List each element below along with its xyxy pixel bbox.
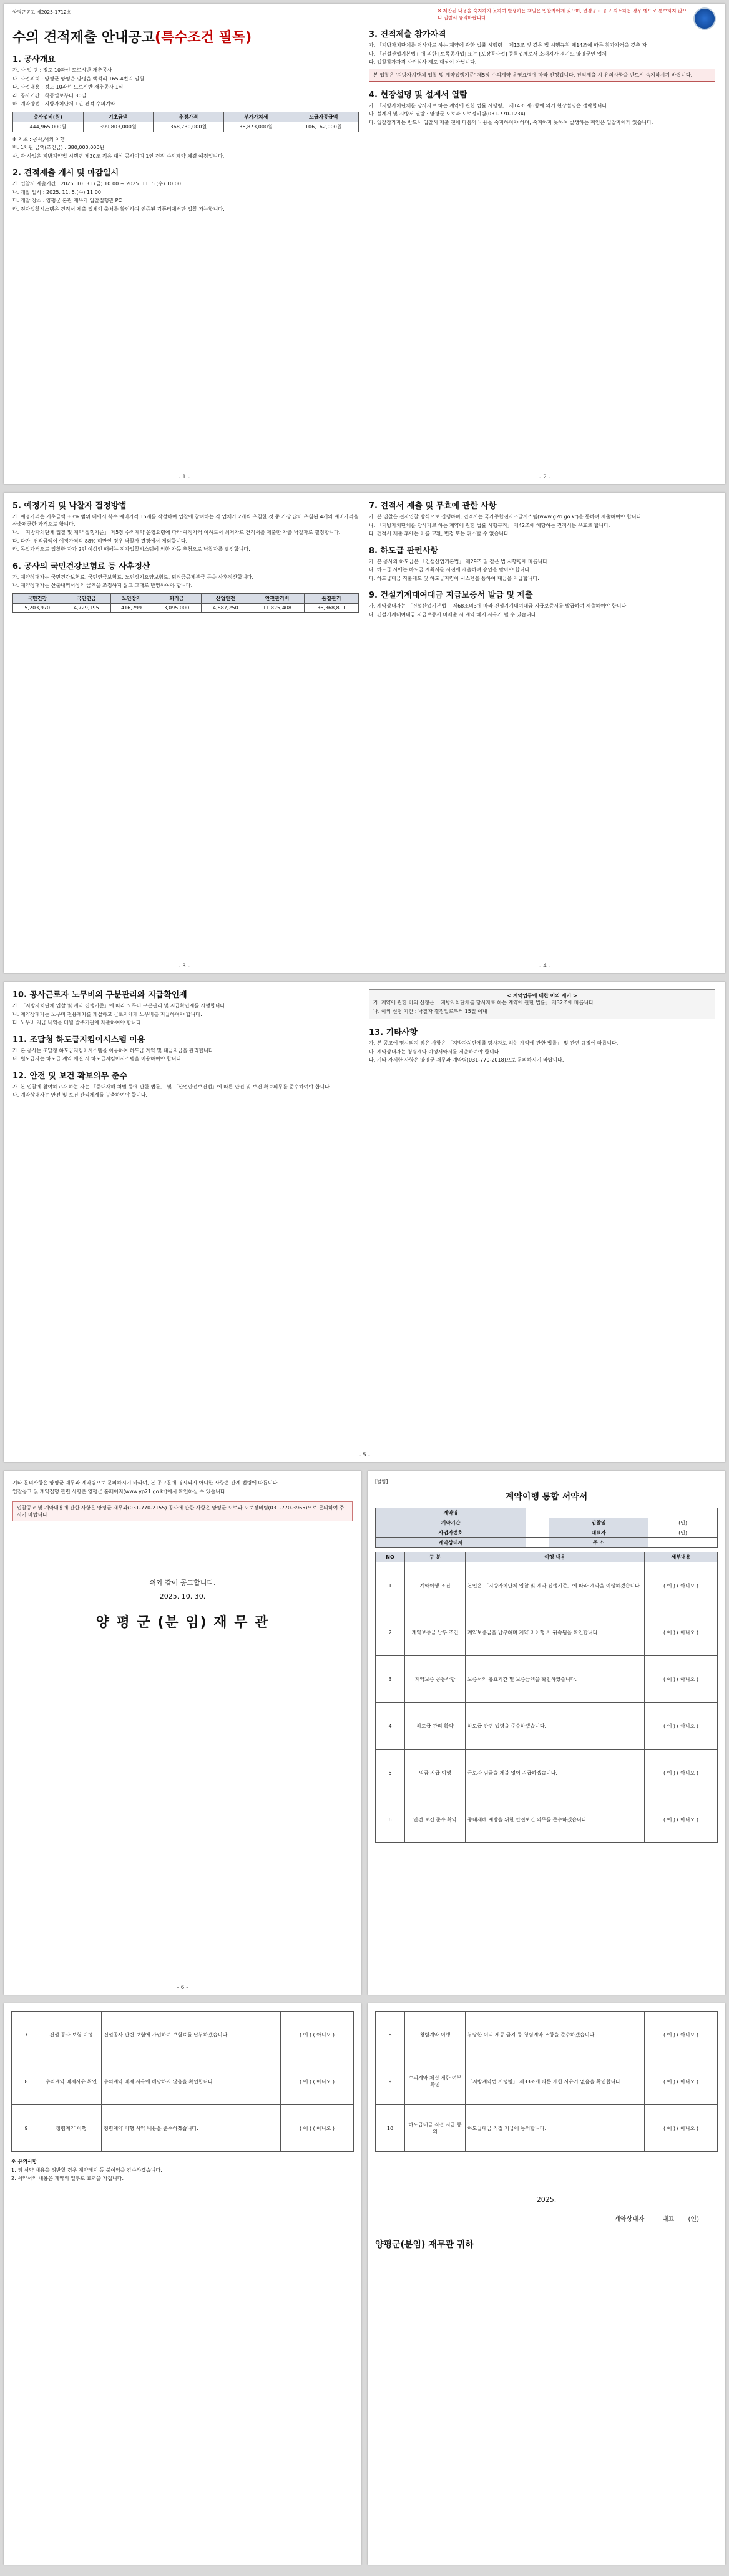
paragraph-line: 나. 「지방자치단체 입찰 및 계약 집행기준」 제5장 수의계약 운영요령에 따라 예정가격 이하로서 최저가로 견적서를 제출한 자를 낙찰자로 결정합니다. (12, 530, 341, 535)
signer-line: 계약상대자 대표 (인) (614, 2216, 699, 2223)
section-heading: 13. 기타사항 (369, 1028, 418, 1037)
document-page-3 (4, 982, 725, 1462)
table-cell: 5 (376, 1750, 405, 1796)
paragraph-line: 입찰공고 및 계약집행 관련 사항은 양평군 홈페이지(www.yp21.go.kr)에서 확인하실 수 있습니다. (12, 1488, 227, 1494)
table-cell: 계약보증 공통사항 (405, 1656, 466, 1703)
table-cell: 5,203,970 (13, 603, 62, 612)
table-cell: 11,825,408 (250, 603, 305, 612)
table-header-cell: 추정가격 (154, 112, 224, 122)
paragraph-line: 나. 계약상대자는 청렴계약 이행서약서를 제출하여야 합니다. (369, 1048, 501, 1055)
yes-no-checkbox[interactable]: ( 예 ) ( 아니오 ) (645, 2012, 718, 2058)
table-cell: 하도급 관련 법령을 준수하겠습니다. (466, 1703, 645, 1750)
table-cell: 청렴계약 이행 (405, 2012, 466, 2058)
field-value[interactable] (526, 1508, 717, 1518)
field-label: 계약상대자 (376, 1538, 526, 1548)
document-page-4 (4, 1471, 361, 1995)
table-cell: 「지방계약법 시행령」 제33조에 따른 제한 사유가 없음을 확인합니다. (466, 2058, 645, 2105)
table-cell: 중대재해 예방을 위한 안전보건 의무를 준수하겠습니다. (466, 1796, 645, 1843)
table-header-cell: 이행 내용 (466, 1552, 645, 1562)
table-cell: 8 (12, 2058, 41, 2105)
paragraph-line: 가. 본 공사의 하도급은 「건설산업기본법」 제29조 및 같은 법 시행령에 따릅니다. (369, 558, 549, 564)
yes-no-checkbox[interactable]: ( 예 ) ( 아니오 ) (645, 1750, 718, 1796)
paragraph-line: 사. 관 사업은 지방계약법 시행령 제30조 적용 대상 공사이며 1인 견적 수의계약 체결 예정입니다. (12, 153, 225, 159)
table-header-cell: 노인장기 (111, 593, 152, 603)
paragraph-line: 가. 본 입찰에 참여하고자 하는 자는 「중대재해 처벌 등에 관한 법률」 및 「산업안전보건법」에 따른 안전 및 보건 확보의무를 준수하여야 합니다. (12, 1083, 331, 1090)
table-header-cell: 부가가치세 (223, 112, 288, 122)
paragraph-line: 다. 견적서 제출 후에는 이를 교환, 변경 또는 취소할 수 없습니다. (369, 531, 511, 536)
document-page-5 (368, 1471, 725, 1995)
attachment-label: [별임] (375, 1479, 388, 1484)
section-heading: 3. 견적제출 참가자격 (369, 30, 446, 39)
table-cell: 근로자 임금을 체불 없이 지급하겠습니다. (466, 1750, 645, 1796)
table-header-cell: 국민연금 (62, 593, 111, 603)
paragraph-line: 가. 계약상대자는 「건설산업기본법」 제68조의3에 따라 건설기계대여대금 지급보증서를 발급하여 제출하여야 합니다. (369, 603, 628, 609)
paragraph-line: 나. 건설기계대여대금 지급보증서 미제출 시 계약 해지 사유가 될 수 있습니다. (369, 611, 538, 617)
table-row (12, 2058, 354, 2105)
page-number: - 2 - (539, 474, 550, 480)
table-header-cell: 산업안전 (201, 593, 250, 603)
paragraph-line: 가. 「지방자치단체 입찰 및 계약 집행기준」에 따라 노무비 구분관리 및 지급확인제를 시행합니다. (12, 1003, 227, 1009)
paragraph-line: 다. 사업내용 : 정도 10과선 도로시반 재추공사 1식 (12, 84, 124, 90)
paragraph-line: 가. 「지방자치단체를 당사자로 하는 계약에 관한 법률 시행령」 제13조 및 같은 법 시행규칙 제14조에 따른 참가자격을 갖춘 자 (369, 42, 647, 48)
table-cell: 9 (376, 2058, 405, 2105)
paragraph-line: 가. 본 입찰은 전자입찰 방식으로 집행하며, 견적서는 국가종합전자조달시스템(www.g2b.go.kr)을 통하여 제출하여야 합니다. (369, 514, 643, 520)
table-row (376, 1656, 718, 1703)
yes-no-checkbox[interactable]: ( 예 ) ( 아니오 ) (281, 2012, 354, 2058)
paragraph-line: 다. 입찰참가자는 반드시 입찰서 제출 전에 다음의 내용을 숙지하여야 하며, 숙지하지 못하여 발생하는 책임은 입찰자에게 있습니다. (369, 119, 653, 125)
table-row (376, 1796, 718, 1843)
table-cell: 368,730,000원 (154, 122, 224, 132)
table-cell: 부당한 이익 제공 금지 등 청렴계약 조항을 준수하겠습니다. (466, 2012, 645, 2058)
table-row (12, 2105, 354, 2152)
table-cell: 수의계약 배제사유 확인 (41, 2058, 102, 2105)
yes-no-checkbox[interactable]: ( 예 ) ( 아니오 ) (645, 1656, 718, 1703)
field-value[interactable] (526, 1528, 549, 1538)
header-note: ※ 제안된 내용을 숙지하지 못하여 발생하는 책임은 입찰자에게 있으며, 변경공고 공고 최소하는 경우 별도로 통보하지 않으니 입찰서 유의바랍니다. (438, 8, 687, 21)
table-cell: 임금 지급 이행 (405, 1750, 466, 1796)
contact-box: 입찰공고 및 계약내용에 관한 사항은 양평군 재무과(031-770-2155) 공사에 관한 사항은 양평군 도로과 도로정비팀(031-770-3965)으로 문의하여 주시기 바랍니다. (12, 1501, 353, 1521)
yes-no-checkbox[interactable]: ( 예 ) ( 아니오 ) (281, 2105, 354, 2152)
table-cell: 하도급대금 직접 지급 동의 (405, 2105, 466, 2152)
paragraph-line: 나. 계약상대자는 안전 및 보건 관리체계를 구축하여야 합니다. (12, 1092, 148, 1098)
paragraph-line: 가. 예정가격은 기초금액 ±3% 범위 내에서 복수 예비가격 15개를 작성하여 입찰에 참여하는 각 업체가 2개씩 추첨한 것 중 가장 많이 추첨된 4개의 예비가격을 산술평균한 가격으로 합니다. (12, 514, 359, 527)
table-cell: 1 (376, 1562, 405, 1609)
table-cell: 계약이행 조건 (405, 1562, 466, 1609)
page-number: - 5 - (359, 1452, 370, 1458)
paragraph-line: 가. 본 공고에 명시되지 않은 사항은 「지방자치단체를 당사자로 하는 계약에 관한 법률」 및 관련 규정에 따릅니다. (369, 1040, 619, 1046)
field-label: 주 소 (549, 1538, 648, 1548)
paragraph-line: 1. 위 서약 내용을 위반할 경우 계약해지 등 불이익을 감수하겠습니다. (11, 2167, 162, 2173)
field-label: 입찰일 (549, 1518, 648, 1528)
paragraph-line: 나. 계약상대자는 산출내역서상의 금액을 조정하지 않고 그대로 반영하여야 합니다. (12, 583, 193, 588)
notice-box: 본 입찰은 '지방자치단체 입찰 및 계약집행기준' 제5장 수의계약 운영요령에 따라 진행됩니다. 견적제출 시 유의사항을 반드시 숙지하시기 바랍니다. (369, 69, 715, 82)
paragraph-line: 나. 개찰 일시 : 2025. 11. 5.(수) 11:00 (12, 189, 101, 195)
table-cell: 수의계약 체결 제한 여부 확인 (405, 2058, 466, 2105)
page-number: - 6 - (177, 1985, 188, 1991)
doc-number: 양평군공고 제2025-1712호 (12, 9, 71, 15)
table-cell: 6 (376, 1796, 405, 1843)
section-heading: 5. 예정가격 및 낙찰자 결정방법 (12, 501, 127, 511)
table-row (376, 2105, 718, 2152)
field-value[interactable]: (인) (648, 1518, 718, 1528)
paragraph-line: 2. 서약서의 내용은 계약의 일부로 효력을 가집니다. (11, 2176, 124, 2181)
paragraph-line: 나. 원도급자는 하도급 계약 체결 시 하도급지킴이시스템을 이용하여야 합니다. (12, 1056, 183, 1062)
paragraph-line: 다. 하도급대금 직불제도 및 하도급지킴이 시스템을 통하여 대금을 지급합니다. (369, 575, 539, 581)
table-header-cell: 기초금액 (83, 112, 154, 122)
yes-no-checkbox[interactable]: ( 예 ) ( 아니오 ) (645, 2058, 718, 2105)
paragraph-line: 라. 전자입찰시스템은 견적서 제출 업체의 출처를 확인하여 인증된 컴퓨터에서만 입찰 가능합니다. (12, 206, 225, 212)
page-number: - 4 - (539, 963, 550, 969)
table-header-cell: 품질관리 (305, 593, 359, 603)
pledge-table-continued (11, 2011, 354, 2152)
page-title: 수의 견적제출 안내공고(특수조건 필독) (12, 30, 252, 46)
table-cell: 하도급대금 직접 지급에 동의합니다. (466, 2105, 645, 2152)
section-heading: 8. 하도급 관련사항 (369, 546, 438, 556)
paragraph-line: 다. 입찰참가자격 사전심사 제도 대상이 아닙니다. (369, 59, 477, 65)
table-header-cell: 세부내용 (645, 1552, 718, 1562)
yes-no-checkbox[interactable]: ( 예 ) ( 아니오 ) (645, 2105, 718, 2152)
field-value[interactable] (526, 1518, 549, 1528)
table-row (376, 1609, 718, 1656)
paragraph-line: 다. 개찰 장소 : 양평군 본관 재무과 입찰집행관 PC (12, 198, 122, 203)
field-value[interactable] (648, 1538, 718, 1548)
table-cell: 청렴계약 이행 서약 내용을 준수하겠습니다. (102, 2105, 281, 2152)
paragraph-line: 다. 다만, 견적금액이 예정가격의 88% 미만인 경우 낙찰자 결정에서 제외합니다. (12, 538, 188, 544)
budget-note: ※ 기초 : 공사,해외 이행 (12, 136, 65, 142)
field-value[interactable]: (인) (648, 1528, 718, 1538)
paragraph-line: 가. 「지방자치단체를 당사자로 하는 계약에 관한 법률 시행령」 제14조 제6항에 의거 현장설명은 생략합니다. (369, 102, 609, 109)
section-heading: 1. 공사개요 (12, 55, 56, 64)
field-value[interactable] (526, 1538, 549, 1548)
table-header-cell: NO (376, 1552, 405, 1562)
paragraph-line: 마. 계약방법 : 지방자치단체 1인 견적 수의계약 (12, 101, 115, 107)
table-cell: 416,799 (111, 603, 152, 612)
table-row (376, 2012, 718, 2058)
table-cell: 36,368,811 (305, 603, 359, 612)
table-cell: 4 (376, 1703, 405, 1750)
issuer-signature: 양 평 군 (분 임) 재 무 관 (95, 1615, 270, 1630)
field-label: 계약명 (376, 1508, 526, 1518)
contract-info-table (375, 1508, 718, 1548)
page-number: - 1 - (179, 474, 190, 480)
section-heading: 12. 안전 및 보건 확보의무 준수 (12, 1071, 127, 1081)
table-cell: 보증서의 유효기간 및 보증금액을 확인하였습니다. (466, 1656, 645, 1703)
yes-no-checkbox[interactable]: ( 예 ) ( 아니오 ) (645, 1562, 718, 1609)
table-cell: 본인은 「지방자치단체 입찰 및 계약 집행기준」에 따라 계약을 이행하겠습니다. (466, 1562, 645, 1609)
yes-no-checkbox[interactable]: ( 예 ) ( 아니오 ) (645, 1609, 718, 1656)
notes-title: ※ 유의사항 (11, 2159, 37, 2164)
paragraph-line: 기타 문의사항은 양평군 재무과 계약팀으로 문의하시기 바라며, 본 공고문에 명시되지 아니한 사항은 관계 법령에 따릅니다. (12, 1480, 280, 1486)
table-cell: 4,729,195 (62, 603, 111, 612)
table-row (376, 1750, 718, 1796)
table-cell: 3,095,000 (152, 603, 202, 612)
paragraph-line: 가. 계약에 관한 이의 신청은 「지방자치단체를 당사자로 하는 계약에 관한 법률」 제32조에 따릅니다. (373, 1000, 595, 1005)
table-cell: 계약보증금을 납부하며 계약 미이행 시 귀속됨을 확인합니다. (466, 1609, 645, 1656)
yes-no-checkbox[interactable]: ( 예 ) ( 아니오 ) (281, 2058, 354, 2105)
yes-no-checkbox[interactable]: ( 예 ) ( 아니오 ) (645, 1703, 718, 1750)
pledge-table-final (375, 2011, 718, 2152)
paragraph-line: 나. 사업위치 : 양평군 양평읍 양평읍 백석리 165-4번지 일원 (12, 75, 145, 82)
section-heading: 9. 건설기계대여대금 지급보증서 발급 및 제출 (369, 591, 533, 600)
table-cell: 8 (376, 2012, 405, 2058)
paragraph-line: 바. 1차관 금액(조건금) : 380,000,000원 (12, 145, 105, 150)
table-cell: 안전 보건 준수 확약 (405, 1796, 466, 1843)
paragraph-line: 다. 노무비 지급 내역을 매월 발주기관에 제출하여야 합니다. (12, 1020, 143, 1025)
table-row (376, 1538, 718, 1548)
form-date: 2025. (536, 2196, 557, 2204)
section-heading: 2. 견적제출 개시 및 마감일시 (12, 168, 119, 178)
yes-no-checkbox[interactable]: ( 예 ) ( 아니오 ) (645, 1796, 718, 1843)
table-cell: 건설공사 관련 보험에 가입하여 보험료를 납부하겠습니다. (102, 2012, 281, 2058)
notice-date: 2025. 10. 30. (159, 1592, 206, 1600)
section-heading: 7. 견적서 제출 및 무효에 관한 사항 (369, 501, 497, 511)
insurance-table (12, 593, 359, 613)
budget-table (12, 112, 359, 132)
paragraph-line: 라. 동일가격으로 입찰한 자가 2인 이상인 때에는 전자입찰시스템에 의한 자동 추첨으로 낙찰자를 결정합니다. (12, 546, 250, 552)
table-header-cell: 구 분 (405, 1552, 466, 1562)
field-label: 대표자 (549, 1528, 648, 1538)
table-row (376, 1562, 718, 1609)
table-cell: 36,873,000원 (223, 122, 288, 132)
table-row (376, 1528, 718, 1538)
table-row (376, 1508, 718, 1518)
table-row (376, 1703, 718, 1750)
table-cell: 계약보증금 납부 조건 (405, 1609, 466, 1656)
table-header-cell: 국민건강 (13, 593, 62, 603)
table-cell: 7 (12, 2012, 41, 2058)
table-row (376, 2058, 718, 2105)
paragraph-line: 나. 「지방자치단체를 당사자로 하는 계약에 관한 법률 시행규칙」 제42조에 해당하는 견적서는 무효로 합니다. (369, 522, 610, 528)
paragraph-line: 다. 기타 자세한 사항은 양평군 재무과 계약팀(031-770-2018)으로 문의하시기 바랍니다. (369, 1057, 564, 1063)
closing-sentence: 위와 같이 공고합니다. (149, 1579, 216, 1587)
section-heading: 4. 현장설명 및 설계서 열람 (369, 90, 467, 100)
paragraph-line: 라. 공사기간 : 착공일로부터 30일 (12, 92, 87, 99)
table-cell: 399,803,000원 (83, 122, 154, 132)
section-heading: 6. 공사의 국민건강보험료 등 사후정산 (12, 561, 150, 571)
paragraph-line: 나. 하도급 시에는 하도급 계획서를 사전에 제출하여 승인을 받아야 합니다. (369, 567, 531, 573)
paragraph-line: 가. 사 업 명 : 정도 10과선 도로시반 재추공사 (12, 67, 112, 73)
pledge-table (375, 1552, 718, 1843)
field-label: 사업자번호 (376, 1528, 526, 1538)
paragraph-line: 가. 계약상대자는 국민건강보험료, 국민연금보험료, 노인장기요양보험료, 퇴직금공제부금 등을 사후정산합니다. (12, 574, 253, 580)
county-seal-icon (693, 7, 716, 30)
table-cell: 2 (376, 1609, 405, 1656)
paragraph-line: 나. 「건설산업기본법」에 의한 [토목공사업] 또는 [포장공사업] 등록업체로서 소재지가 경기도 양평군인 업체 (369, 51, 607, 57)
table-cell: 수의계약 배제 사유에 해당하지 않음을 확인합니다. (102, 2058, 281, 2105)
paragraph-line: 나. 이의 신청 기간 : 낙찰자 결정일로부터 15일 이내 (373, 1008, 487, 1014)
table-row (376, 1518, 718, 1528)
table-cell: 106,162,000원 (288, 122, 359, 132)
table-header-cell: 도급자공급액 (288, 112, 359, 122)
table-header-cell: 안전관리비 (250, 593, 305, 603)
table-cell: 3 (376, 1656, 405, 1703)
form-recipient: 양평군(분임) 재무관 귀하 (375, 2240, 474, 2250)
paragraph-line: 가. 본 공사는 조달청 하도급지킴이시스템을 이용하여 하도급 계약 및 대금지급을 관리합니다. (12, 1047, 215, 1053)
table-cell: 4,887,250 (201, 603, 250, 612)
table-cell: 10 (376, 2105, 405, 2152)
section-heading: 10. 공사근로자 노무비의 구분관리와 지급확인제 (12, 990, 187, 1000)
table-cell: 청렴계약 이행 (41, 2105, 102, 2152)
document-page-2 (4, 493, 725, 973)
table-header-cell: 퇴직금 (152, 593, 202, 603)
paragraph-line: 나. 설계서 및 시방서 열람 : 양평군 도로과 도로정비팀(031-770-1234) (369, 111, 526, 117)
field-label: 계약기간 (376, 1518, 526, 1528)
page-number: - 3 - (179, 963, 190, 969)
table-header-cell: 총사업비(원) (13, 112, 84, 122)
document-page-7 (368, 2003, 725, 2565)
section-heading: 11. 조달청 하도급지킴이시스템 이용 (12, 1035, 145, 1045)
paragraph-line: 가. 입찰서 제출기간 : 2025. 10. 31.(금) 10:00 ~ 2025. 11. 5.(수) 10:00 (12, 181, 181, 186)
table-cell: 건설 공사 보험 이행 (41, 2012, 102, 2058)
table-cell: 9 (12, 2105, 41, 2152)
document-page-1 (4, 4, 725, 484)
objection-box: < 계약업무에 대한 이의 제기 > 가. 계약에 관한 이의 신청은 「지방자치단체를 당사자로 하는 계약에 관한 법률」 제32조에 따릅니다. 나. 이의 신청 기간 : 낙찰자 결정일로부터 15일 이내 (369, 989, 715, 1019)
form-title: 계약이행 통합 서약서 (505, 1492, 588, 1502)
table-cell: 하도급 관리 확약 (405, 1703, 466, 1750)
paragraph-line: 나. 계약상대자는 노무비 전용계좌를 개설하고 근로자에게 노무비를 지급하여야 합니다. (12, 1011, 202, 1017)
document-page-6 (4, 2003, 361, 2565)
table-cell: 444,965,000원 (13, 122, 84, 132)
table-row (12, 2012, 354, 2058)
